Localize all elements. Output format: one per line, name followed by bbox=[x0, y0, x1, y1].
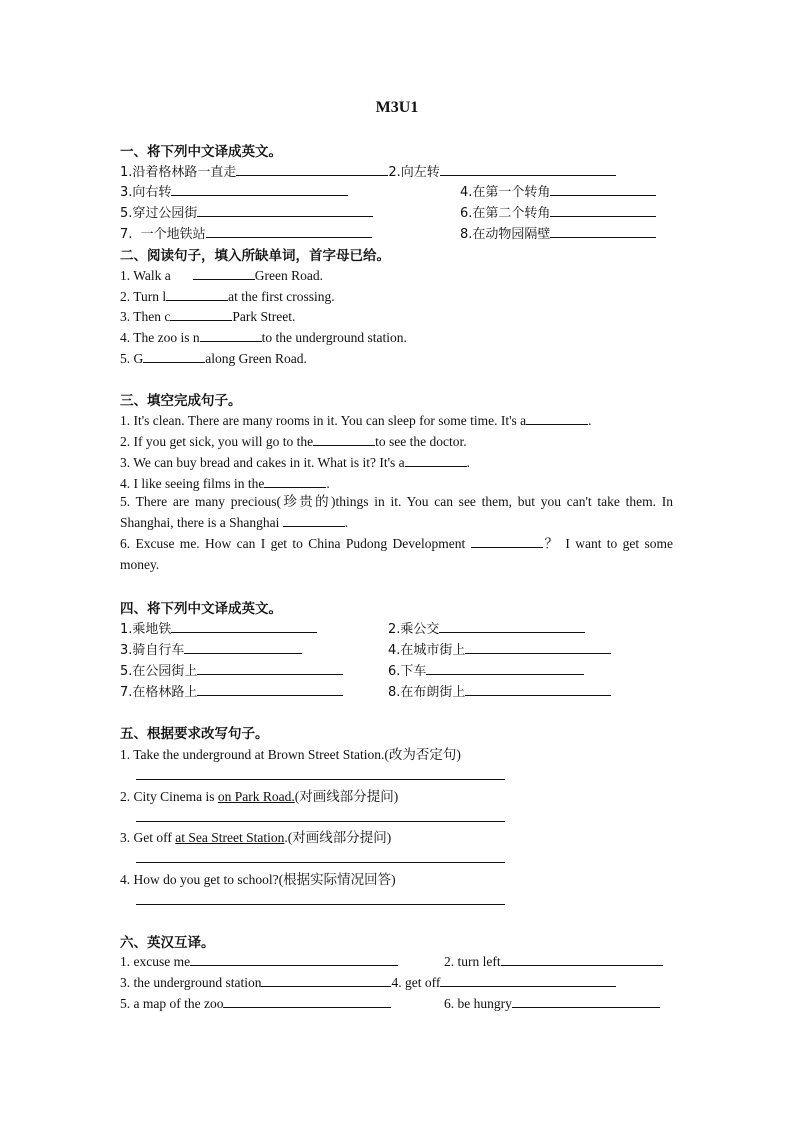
s4-item-2: 2.乘公交 bbox=[388, 622, 440, 637]
s3-blank-4[interactable] bbox=[264, 474, 326, 488]
s2-l3-end: Park Street. bbox=[232, 309, 296, 324]
s1-row-2 bbox=[120, 181, 348, 200]
s4-blank-8[interactable] bbox=[465, 682, 611, 696]
s5-answer-line-1[interactable] bbox=[136, 779, 505, 780]
s4-cell-3 bbox=[120, 639, 302, 658]
s3-l2-text: 2. If you get sick, you will go to the bbox=[120, 434, 314, 449]
s2-line-2 bbox=[120, 287, 335, 305]
s2-line-1 bbox=[120, 266, 323, 284]
s2-line-4 bbox=[120, 328, 407, 346]
s5-q2-hint: (对画线部分提问) bbox=[294, 789, 399, 804]
s1-row-3 bbox=[120, 202, 373, 221]
s5-question-4: 4. How do you get to school?(根据实际情况回答) bbox=[120, 872, 396, 887]
section-6-heading: 六、英汉互译。 bbox=[120, 935, 215, 951]
s2-blank-1[interactable] bbox=[193, 266, 255, 280]
s3-line-4 bbox=[120, 474, 330, 492]
s3-l2-end: to see the doctor. bbox=[375, 434, 467, 449]
s6-cell-1 bbox=[120, 952, 398, 970]
s5-q2-underlined: on Park Road. bbox=[217, 789, 295, 804]
s3-line-3 bbox=[120, 453, 470, 471]
s3-l4-text: 4. I like seeing films in the bbox=[120, 476, 265, 491]
s2-blank-5[interactable] bbox=[143, 349, 205, 363]
s4-item-1: 1.乘地铁 bbox=[120, 622, 172, 637]
s2-l5-end: along Green Road. bbox=[205, 351, 307, 366]
s3-l6-text: 6. Excuse me. How can I get to China Pudong Development bbox=[120, 536, 466, 551]
s4-blank-1[interactable] bbox=[171, 619, 317, 633]
s2-l1-text: 1. Walk a bbox=[120, 268, 171, 283]
s1-blank-4[interactable] bbox=[550, 182, 656, 196]
s2-l4-text: 4. The zoo is n bbox=[120, 330, 200, 345]
s4-blank-5[interactable] bbox=[197, 661, 343, 675]
s6-blank-6[interactable] bbox=[512, 994, 660, 1008]
s4-item-3: 3.骑自行车 bbox=[120, 643, 185, 658]
s6-item-5: 5. a map of the zoo bbox=[120, 996, 224, 1011]
s6-blank-4[interactable] bbox=[440, 973, 616, 987]
s2-l4-end: to the underground station. bbox=[261, 330, 407, 345]
s3-l4-end: . bbox=[326, 476, 330, 491]
s6-cell-5 bbox=[120, 994, 391, 1012]
s1-blank-6[interactable] bbox=[550, 203, 656, 217]
s2-l2-end: at the first crossing. bbox=[228, 289, 335, 304]
section-4-heading: 四、将下列中文译成英文。 bbox=[120, 601, 282, 617]
s2-blank-2[interactable] bbox=[166, 287, 228, 301]
s2-line-5 bbox=[120, 349, 307, 367]
s1-item-4: 4.在第一个转角 bbox=[460, 185, 551, 200]
s4-cell-6 bbox=[388, 660, 584, 679]
s4-blank-6[interactable] bbox=[426, 661, 584, 675]
s6-item-1: 1. excuse me bbox=[120, 954, 191, 969]
s6-item-4: 4. get off bbox=[391, 975, 441, 990]
s4-blank-4[interactable] bbox=[465, 640, 611, 654]
s1-blank-3[interactable] bbox=[171, 182, 348, 196]
s1-row-2b bbox=[460, 181, 656, 200]
s1-item-5: 5.穿过公园街 bbox=[120, 206, 198, 221]
s4-cell-7 bbox=[120, 681, 343, 700]
s3-blank-6[interactable] bbox=[471, 534, 543, 548]
s3-l1-text: 1. It's clean. There are many rooms in it. You can sleep for some time. It's a bbox=[120, 413, 527, 428]
s3-blank-5[interactable] bbox=[283, 513, 345, 527]
s3-l6-end: ？ I want to get some money. bbox=[120, 536, 674, 572]
s3-line-5 bbox=[120, 491, 673, 533]
s6-item-2: 2. turn left bbox=[444, 954, 501, 969]
s3-l3-end: . bbox=[466, 455, 471, 470]
s3-line-6 bbox=[120, 533, 673, 575]
s1-row-4b bbox=[460, 223, 656, 242]
s6-item-6: 6. be hungry bbox=[444, 996, 512, 1011]
s5-answer-line-2[interactable] bbox=[136, 821, 505, 822]
page-title: M3U1 bbox=[375, 99, 419, 116]
s3-line-1 bbox=[120, 411, 592, 429]
s1-item-2: 2.向左转 bbox=[388, 165, 440, 180]
s1-item-1: 1.沿着格林路一直走 bbox=[120, 165, 237, 180]
s1-row-1 bbox=[120, 161, 616, 180]
s5-q3-underlined: at Sea Street Station bbox=[175, 830, 285, 845]
s5-q3-text: 3. Get off bbox=[120, 830, 176, 845]
s5-q2-text: 2. City Cinema is bbox=[120, 789, 218, 804]
s4-item-7: 7.在格林路上 bbox=[120, 685, 198, 700]
s1-blank-2[interactable] bbox=[440, 162, 616, 176]
s2-l2-text: 2. Turn l bbox=[120, 289, 167, 304]
s5-question-1: 1. Take the underground at Brown Street Station.(改为否定句) bbox=[120, 747, 461, 762]
s3-l1-end: . bbox=[588, 413, 592, 428]
s2-l5-text: 5. G bbox=[120, 351, 144, 366]
s4-cell-1 bbox=[120, 618, 317, 637]
s4-cell-4 bbox=[388, 639, 611, 658]
s6-blank-1[interactable] bbox=[190, 952, 398, 966]
s1-blank-5[interactable] bbox=[197, 203, 373, 217]
s2-line-3 bbox=[120, 307, 295, 325]
s4-item-4: 4.在城市街上 bbox=[388, 643, 466, 658]
s4-blank-2[interactable] bbox=[439, 619, 585, 633]
s6-blank-3[interactable] bbox=[261, 973, 391, 987]
s4-item-5: 5.在公园街上 bbox=[120, 664, 198, 679]
s5-q3-hint: .(对画线部分提问) bbox=[284, 830, 392, 845]
s3-l3-text: 3. We can buy bread and cakes in it. What is it? It's a bbox=[120, 455, 405, 470]
s3-l5-end: . bbox=[344, 515, 349, 530]
s6-blank-2[interactable] bbox=[501, 952, 663, 966]
s2-l3-text: 3. Then c bbox=[120, 309, 171, 324]
s4-cell-8 bbox=[388, 681, 611, 700]
s2-l1-end: Green Road. bbox=[254, 268, 324, 283]
s1-row-3b bbox=[460, 202, 656, 221]
s3-l5-text: 5. There are many precious(珍贵的)things in it. You can see them, but you can't take them. In Shanghai, there is a Shanghai bbox=[120, 494, 673, 530]
s6-blank-5[interactable] bbox=[223, 994, 391, 1008]
s1-item-3: 3.向右转 bbox=[120, 185, 172, 200]
s1-blank-8[interactable] bbox=[550, 224, 656, 238]
s4-blank-7[interactable] bbox=[197, 682, 343, 696]
s1-item-6: 6.在第二个转角 bbox=[460, 206, 551, 221]
s5-question-2 bbox=[120, 785, 398, 805]
s6-cell-6 bbox=[444, 994, 660, 1012]
s4-cell-5 bbox=[120, 660, 343, 679]
s3-blank-3[interactable] bbox=[405, 453, 467, 467]
s1-row-4 bbox=[120, 223, 372, 242]
s3-line-2 bbox=[120, 432, 467, 450]
s2-blank-4[interactable] bbox=[200, 328, 262, 342]
s6-cell-2 bbox=[444, 952, 663, 970]
s6-cell-3 bbox=[120, 973, 616, 991]
section-3-heading: 三、填空完成句子。 bbox=[120, 393, 242, 409]
s5-answer-line-4[interactable] bbox=[136, 904, 505, 905]
s4-item-6: 6.下车 bbox=[388, 664, 427, 679]
s1-item-7: 7. 一个地铁站 bbox=[120, 227, 206, 242]
section-2-heading: 二、阅读句子，填入所缺单词，首字母已给。 bbox=[120, 248, 390, 264]
s1-blank-7[interactable] bbox=[206, 224, 372, 238]
section-5-heading: 五、根据要求改写句子。 bbox=[120, 726, 269, 742]
s3-blank-2[interactable] bbox=[313, 432, 375, 446]
s4-cell-2 bbox=[388, 618, 585, 637]
s5-answer-line-3[interactable] bbox=[136, 862, 505, 863]
s3-blank-1[interactable] bbox=[526, 411, 588, 425]
s6-item-3: 3. the underground station bbox=[120, 975, 262, 990]
section-1-heading: 一、将下列中文译成英文。 bbox=[120, 144, 282, 160]
s2-blank-3[interactable] bbox=[170, 307, 232, 321]
s1-item-8: 8.在动物园隔壁 bbox=[460, 227, 551, 242]
s4-blank-3[interactable] bbox=[184, 640, 302, 654]
s1-blank-1[interactable] bbox=[236, 162, 388, 176]
s4-item-8: 8.在布朗街上 bbox=[388, 685, 466, 700]
s5-question-3 bbox=[120, 826, 391, 846]
